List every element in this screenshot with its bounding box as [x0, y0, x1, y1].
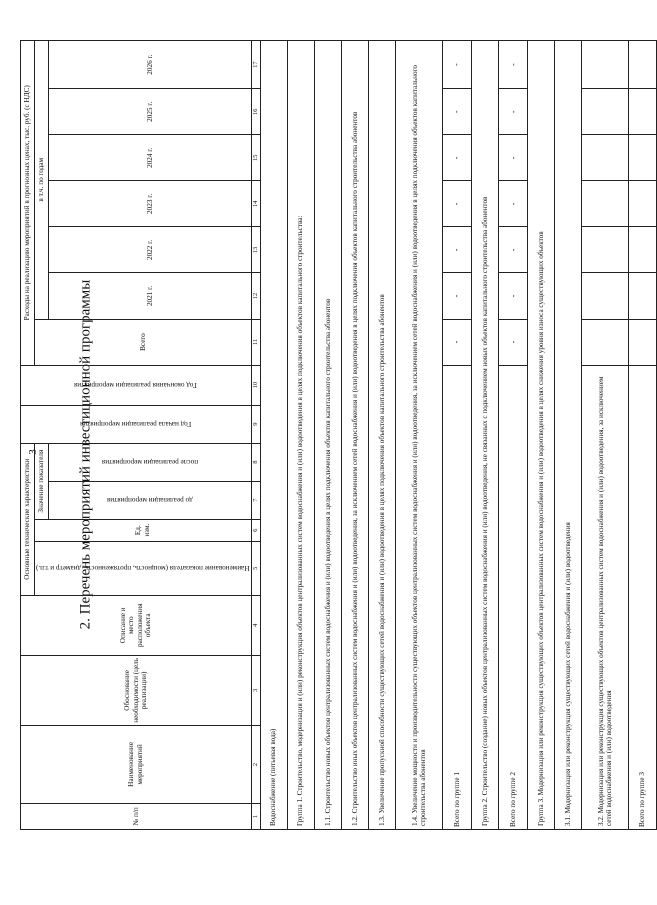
header-num: № п/п: [21, 803, 252, 829]
header-before: до реализации мероприятия: [106, 496, 193, 505]
column-number: 6: [251, 519, 260, 541]
header-description: Описание и место расположения объекта: [21, 595, 252, 655]
header-justification: Обоснование необходимости (цель реализации): [21, 655, 252, 725]
header-tech: Основные технические характеристики: [21, 443, 35, 595]
total-value: [629, 319, 656, 365]
total-value: -: [499, 227, 528, 273]
column-number: 4: [251, 595, 260, 655]
header-indicator-name: Наименование показателя (мощность, протяженность, диаметр и т.п.): [36, 564, 250, 573]
table-row: [528, 41, 555, 830]
header-year: 2024 г.: [49, 135, 252, 181]
table-row: [368, 41, 395, 830]
empty-cell: [582, 89, 629, 135]
total-value: -: [442, 135, 471, 181]
header-after-cell: [49, 443, 252, 481]
row-text: 1.4. Увеличение мощности и производительности существующих объектов централизованных систем водоснабжения и (или) водоотведения, за исключением сетей водоснабжения и (или) водоотведения в целях подключения объектов капитального строительства абонентов: [395, 41, 442, 830]
column-number: 10: [251, 365, 260, 405]
column-number: 8: [251, 443, 260, 481]
page-title: 2. Перечень мероприятий инвестиционной программы: [77, 279, 94, 630]
header-year: 2025 г.: [49, 89, 252, 135]
table-row: [471, 41, 498, 830]
column-number: 12: [251, 273, 260, 319]
column-number: 1: [251, 803, 260, 829]
total-value: [629, 89, 656, 135]
total-value: -: [442, 89, 471, 135]
row-text: Водоснабжение (питьевая вода): [260, 41, 287, 830]
total-value: [629, 227, 656, 273]
header-year: 2022 г.: [49, 227, 252, 273]
table-row-total: [499, 41, 528, 830]
table-row: [582, 41, 629, 830]
column-number: 13: [251, 227, 260, 273]
table-row: [555, 41, 582, 830]
total-label: Всего по группе 1: [442, 365, 471, 829]
column-number: 2: [251, 725, 260, 803]
total-value: [629, 181, 656, 227]
table-row-total: [442, 41, 471, 830]
total-value: -: [442, 227, 471, 273]
column-number: 9: [251, 405, 260, 443]
table-row: [314, 41, 341, 830]
header-year-end: Год окончания реализации мероприятия: [74, 381, 198, 390]
header-total: Всего: [35, 319, 252, 365]
total-value: -: [442, 273, 471, 319]
column-number: 5: [251, 541, 260, 595]
row-text: 1.3. Увеличение пропускной способности существующих сетей водоснабжения и (или) водоотведения в целях подключения объектов капитального строительства абонентов: [368, 41, 395, 830]
column-number: 16: [251, 89, 260, 135]
column-number: 7: [251, 481, 260, 519]
column-number: 14: [251, 181, 260, 227]
row-text: Группа 2. Строительство (создание) новых объектов централизованных систем водоснабжения и (или) водоотведения, не связанных с подключением новых объектов капитального строительства абонентов: [471, 41, 498, 830]
header-year-end-cell: [21, 365, 252, 405]
header-year-start-cell: [21, 405, 252, 443]
total-value: -: [499, 319, 528, 365]
header-after: после реализации мероприятия: [101, 458, 198, 467]
investment-measures-table: [20, 40, 657, 830]
empty-cell: [582, 227, 629, 273]
total-value: -: [442, 41, 471, 89]
column-number: 17: [251, 41, 260, 89]
column-number: 3: [251, 655, 260, 725]
header-incl-years: в т.ч. по годам: [35, 41, 49, 320]
row-text: Группа 3. Модернизация или реконструкция существующих объектов централизованных систем водоснабжения и (или) водоотведения в целях снижения уровня износа существующих объектов: [528, 41, 555, 830]
row-text: Группа 1. Строительство, модернизация и (или) реконструкция объектов централизованных систем водоснабжения и (или) водоотведения в целях подключения объектов капитального строительства:: [287, 41, 314, 830]
total-value: -: [499, 273, 528, 319]
total-value: -: [499, 181, 528, 227]
header-year: 2023 г.: [49, 181, 252, 227]
total-value: -: [442, 319, 471, 365]
empty-cell: [582, 41, 629, 89]
column-number-row: [251, 41, 260, 830]
table-row-total: [629, 41, 656, 830]
header-year: 2026 г.: [49, 41, 252, 89]
header-before-cell: [49, 481, 252, 519]
total-value: -: [499, 41, 528, 89]
total-value: [629, 41, 656, 89]
table-row: [395, 41, 442, 830]
header-indicator-name-cell: [35, 541, 252, 595]
row-text: 3.1. Модернизация или реконструкция существующих сетей водоснабжения и (или) водоотведения: [555, 41, 582, 830]
total-value: -: [499, 89, 528, 135]
header-name: Наименование мероприятий: [21, 725, 252, 803]
header-costs: Расходы на реализацию мероприятий в прогнозных ценах, тыс. руб. (с НДС): [21, 41, 35, 366]
empty-cell: [582, 273, 629, 319]
total-value: -: [442, 181, 471, 227]
total-value: [629, 273, 656, 319]
table-row: [260, 41, 287, 830]
table-row: [341, 41, 368, 830]
total-label: Всего по группе 3: [629, 365, 656, 829]
header-indicator-value: Значение показателя: [35, 443, 49, 519]
column-number: 15: [251, 135, 260, 181]
row-text: 1.1. Строительство новых объектов централизованных систем водоснабжения и (или) водоотведения в целях подключения объектов капитального строительства абонентов: [314, 41, 341, 830]
empty-cell: [582, 181, 629, 227]
total-value: -: [499, 135, 528, 181]
total-value: [629, 135, 656, 181]
empty-cell: [582, 319, 629, 365]
header-year: 2021 г.: [49, 273, 252, 319]
table-row: [287, 41, 314, 830]
column-number: 11: [251, 319, 260, 365]
header-unit: Ед. изм.: [35, 519, 252, 541]
total-label: Всего по группе 2: [499, 365, 528, 829]
row-text: 3.2. Модернизация или реконструкция существующих объектов централизованных систем водоснабжения и (или) водоотведения, за исключением сетей водоснабжения и (или) водоотведения: [582, 365, 629, 829]
investment-table-wrapper: [20, 40, 647, 830]
row-text: 1.2. Строительство иных объектов централизованных систем водоснабжения и (или) водоотведения, за исключением сетей водоснабжения и (или) водоотведения в целях подключения объектов капитального строительства абонентов: [341, 41, 368, 830]
page-number: 3: [26, 449, 39, 455]
empty-cell: [582, 135, 629, 181]
header-year-start: Год начала реализации мероприятия: [80, 420, 192, 429]
